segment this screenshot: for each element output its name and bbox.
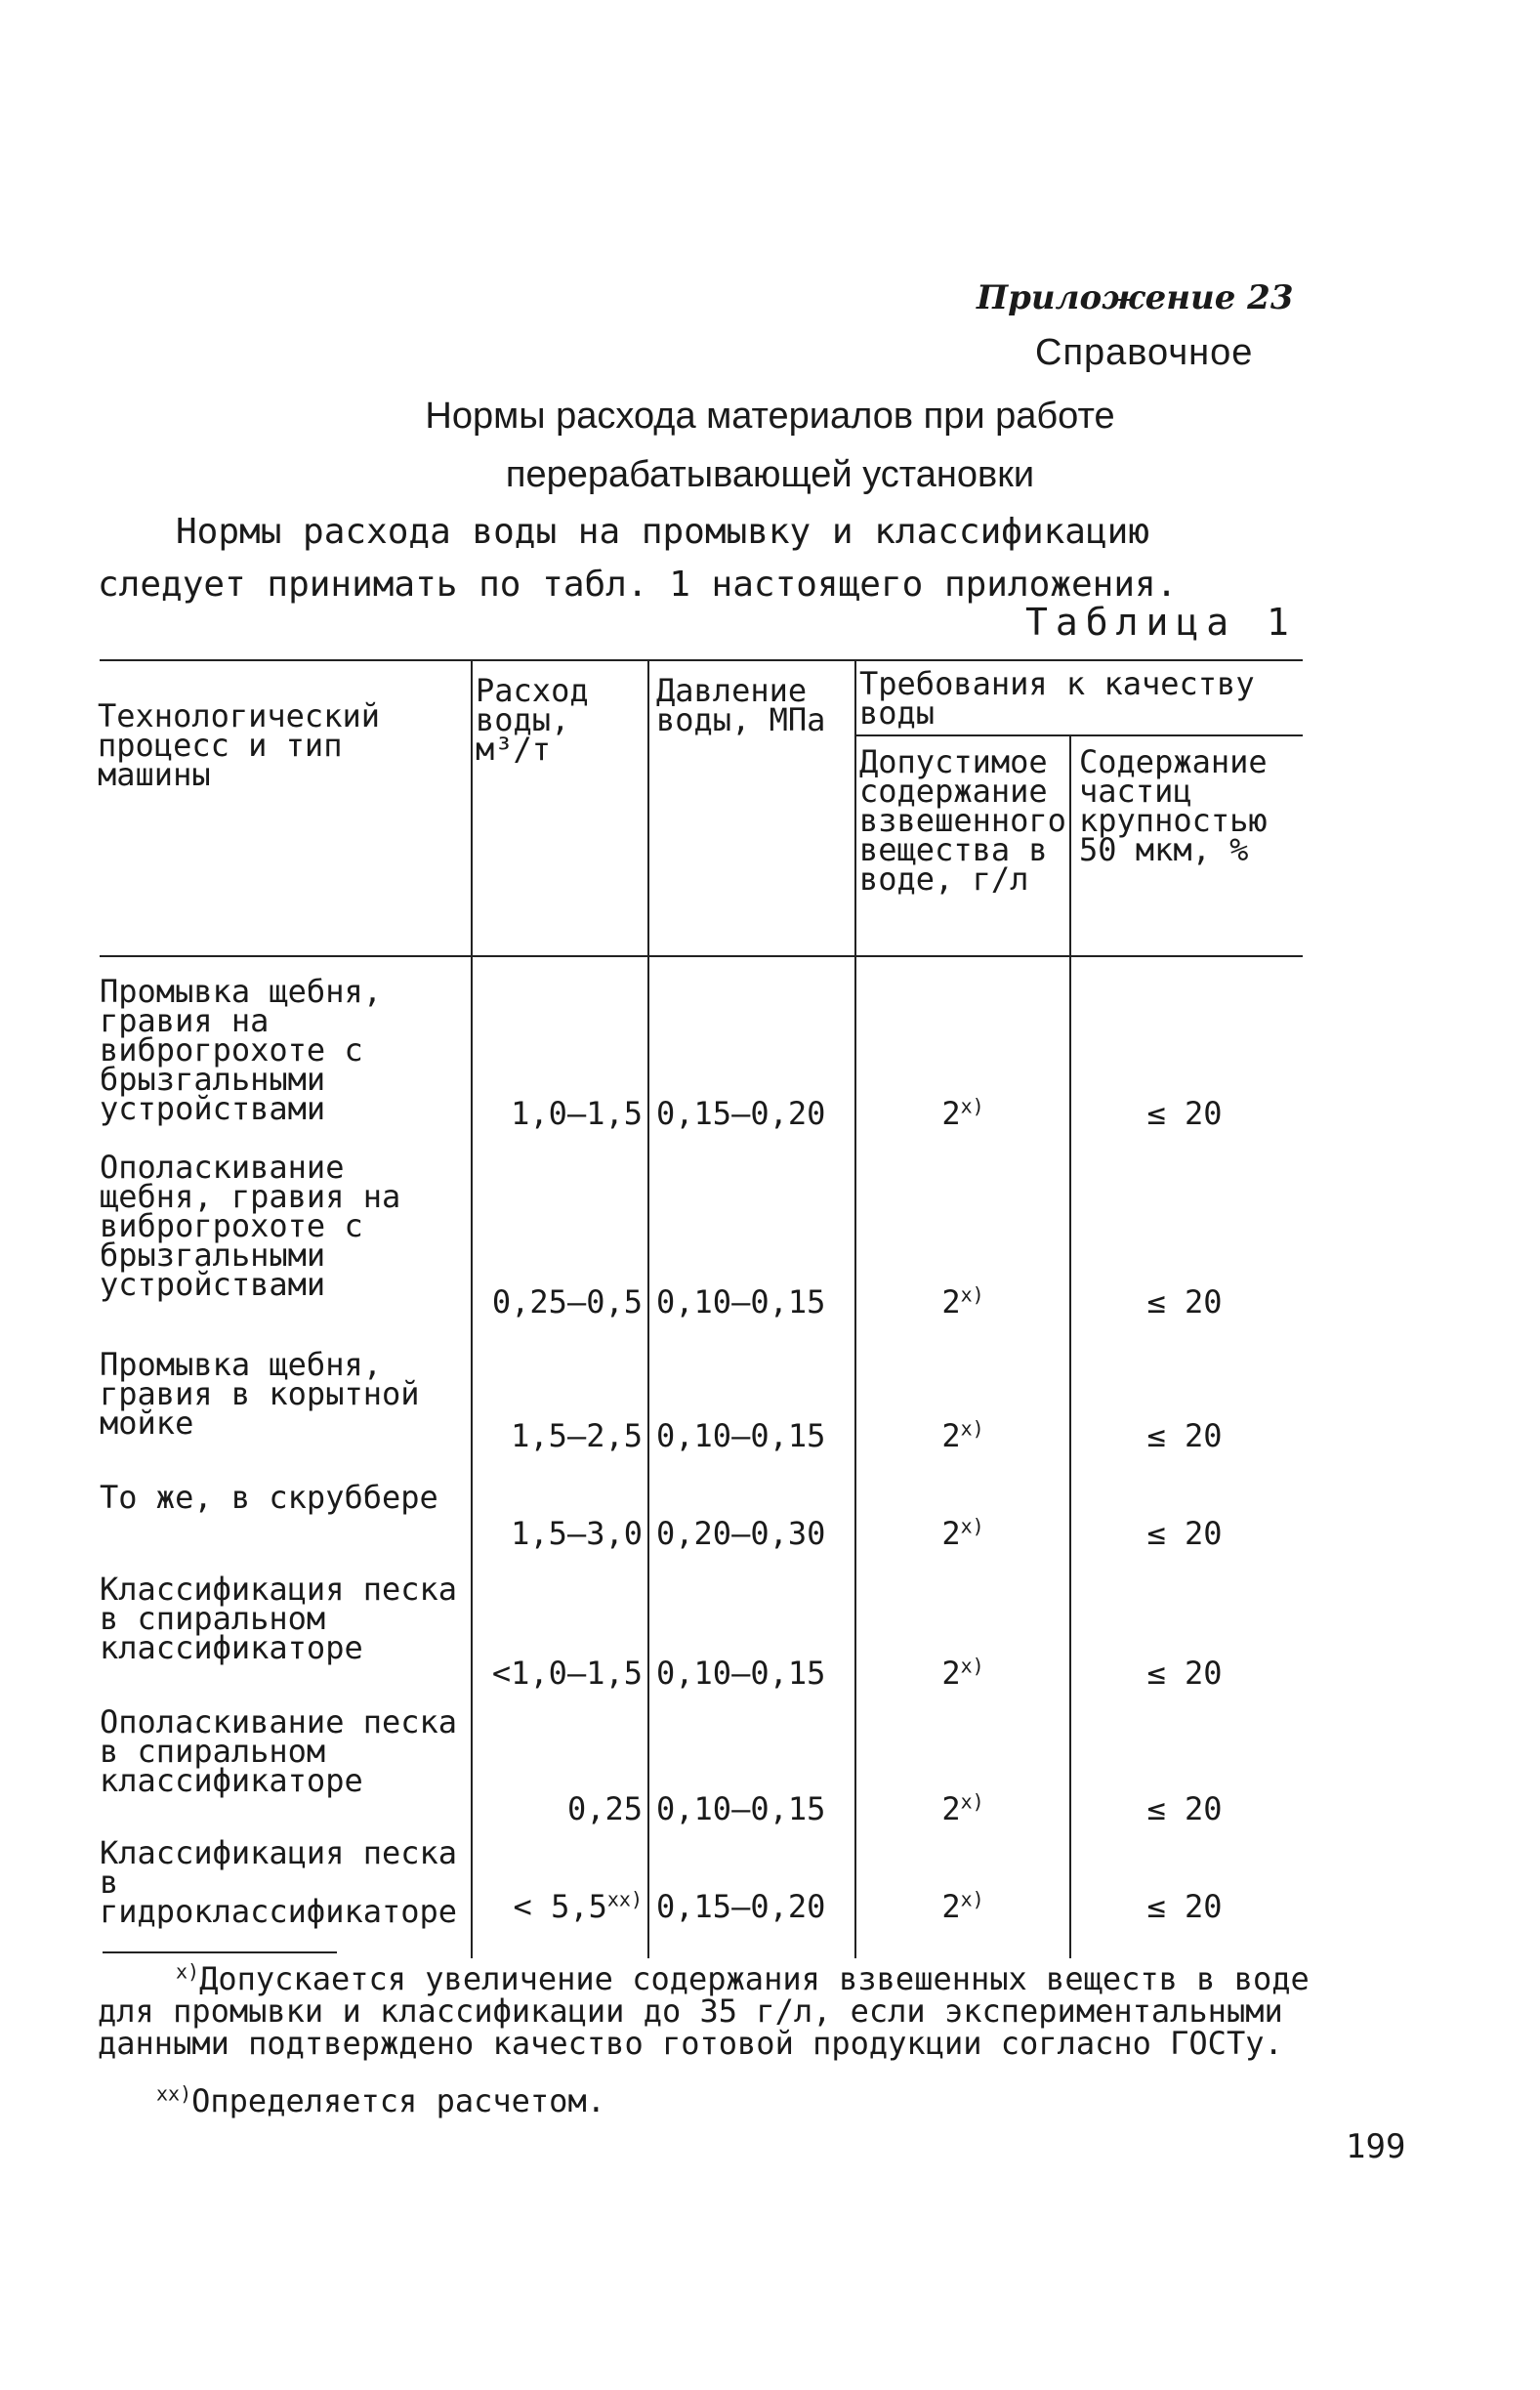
row4-suspended: [859, 1514, 1066, 1552]
row7-water-value: < 5,5: [513, 1888, 607, 1925]
row7-process: Классификация песка в гидроклассификаторе: [100, 1834, 458, 1930]
row1-particles: ≤ 20: [1146, 1095, 1223, 1132]
row1-suspended-value: 2: [941, 1095, 961, 1132]
row2-suspended-mark: х): [960, 1282, 984, 1307]
row2-water: 0,25–0,5: [491, 1283, 643, 1321]
header-water-pressure: Давление воды, МПа: [656, 672, 826, 738]
row4-suspended-value: 2: [941, 1515, 961, 1552]
table-header-rule: [100, 955, 1303, 957]
row3-suspended: [859, 1416, 1066, 1454]
row1-suspended-mark: х): [960, 1094, 984, 1118]
row3-suspended-mark: х): [960, 1416, 984, 1441]
row4-water: 1,5–3,0: [511, 1515, 643, 1552]
table-col-divider-4: [1069, 734, 1071, 1958]
row1-pressure: 0,15–0,20: [656, 1095, 826, 1132]
section-title-line1: Нормы расхода материалов при работе: [425, 396, 1115, 437]
row6-particles: ≤ 20: [1146, 1790, 1223, 1827]
row2-process: Ополаскивание щебня, гравия на виброгрохоте с брызгальными устройствами: [100, 1149, 401, 1303]
row4-pressure: 0,20–0,30: [656, 1515, 826, 1552]
footnote-2: [98, 2081, 1367, 2119]
row6-water: 0,25: [566, 1790, 643, 1827]
footnote-1: [98, 1959, 1367, 2062]
row7-suspended: [859, 1887, 1066, 1925]
appendix-type: Справочное: [1035, 332, 1254, 373]
row5-water: <1,0–1,5: [491, 1655, 643, 1692]
row2-particles: ≤ 20: [1146, 1283, 1223, 1321]
row1-suspended: [859, 1094, 1066, 1132]
row4-process: То же, в скруббере: [100, 1479, 438, 1516]
row1-water: 1,0–1,5: [511, 1095, 643, 1132]
table-top-rule: [100, 659, 1303, 661]
row4-particles: ≤ 20: [1146, 1515, 1223, 1552]
appendix-number: Приложение 23: [977, 278, 1294, 317]
footnote-1-text: Допускается увеличение содержания взвешенных веществ в воде для промывки и классификации до 35 г/л, если экспериментальными данными подтверждено качество готовой продукции согласно ГОСТу.: [98, 1960, 1310, 2062]
footnote-rule: [103, 1951, 337, 1953]
row2-pressure: 0,10–0,15: [656, 1283, 826, 1321]
table-col-divider-2: [647, 659, 649, 1958]
row2-suspended: [859, 1282, 1066, 1321]
row7-pressure: 0,15–0,20: [656, 1888, 826, 1925]
table-quality-rule: [854, 734, 1303, 736]
row3-particles: ≤ 20: [1146, 1417, 1223, 1454]
section-title-line2: перерабатывающей установки: [505, 454, 1035, 495]
row7-particles: ≤ 20: [1146, 1888, 1223, 1925]
row5-process: Классификация песка в спиральном классификаторе: [100, 1571, 458, 1666]
page-number: 199: [1346, 2127, 1406, 2166]
row6-suspended: [859, 1789, 1066, 1827]
row7-water: [459, 1887, 643, 1925]
row7-suspended-mark: х): [960, 1887, 984, 1911]
intro-paragraph: Нормы расхода воды на промывку и классификацию следует принимать по табл. 1 настоящего приложения.: [98, 512, 1178, 605]
row5-particles: ≤ 20: [1146, 1655, 1223, 1692]
row5-suspended-value: 2: [941, 1655, 961, 1692]
row2-suspended-value: 2: [941, 1283, 961, 1321]
header-process: Технологический процесс и тип машины: [98, 697, 380, 793]
footnote-1-mark: х): [176, 1959, 200, 1984]
footnote-2-text: Определяется расчетом.: [191, 2082, 605, 2119]
row7-water-mark: хх): [606, 1887, 643, 1911]
row6-pressure: 0,10–0,15: [656, 1790, 826, 1827]
row3-process: Промывка щебня, гравия в корытной мойке: [100, 1346, 420, 1442]
row5-suspended-mark: х): [960, 1654, 984, 1678]
row6-process: Ополаскивание песка в спиральном классификаторе: [100, 1703, 458, 1799]
row5-suspended: [859, 1654, 1066, 1692]
header-suspended: Допустимое содержание взвешенного вещества в воде, г/л: [859, 743, 1066, 898]
row1-process: Промывка щебня, гравия на виброгрохоте с брызгальными устройствами: [100, 973, 382, 1127]
table-label: Таблица 1: [1025, 601, 1297, 644]
row5-pressure: 0,10–0,15: [656, 1655, 826, 1692]
row3-suspended-value: 2: [941, 1417, 961, 1454]
row6-suspended-mark: х): [960, 1789, 984, 1814]
header-quality: Требования к качеству воды: [859, 665, 1255, 732]
footnote-2-mark: хх): [156, 2081, 192, 2106]
row4-suspended-mark: х): [960, 1514, 984, 1538]
row7-suspended-value: 2: [941, 1888, 961, 1925]
row6-suspended-value: 2: [941, 1790, 961, 1827]
header-water-consumption: Расход воды, м³/т: [476, 672, 589, 768]
header-particles: Содержание частиц крупностью 50 мкм, %: [1079, 743, 1268, 868]
row3-pressure: 0,10–0,15: [656, 1417, 826, 1454]
row3-water: 1,5–2,5: [511, 1417, 643, 1454]
